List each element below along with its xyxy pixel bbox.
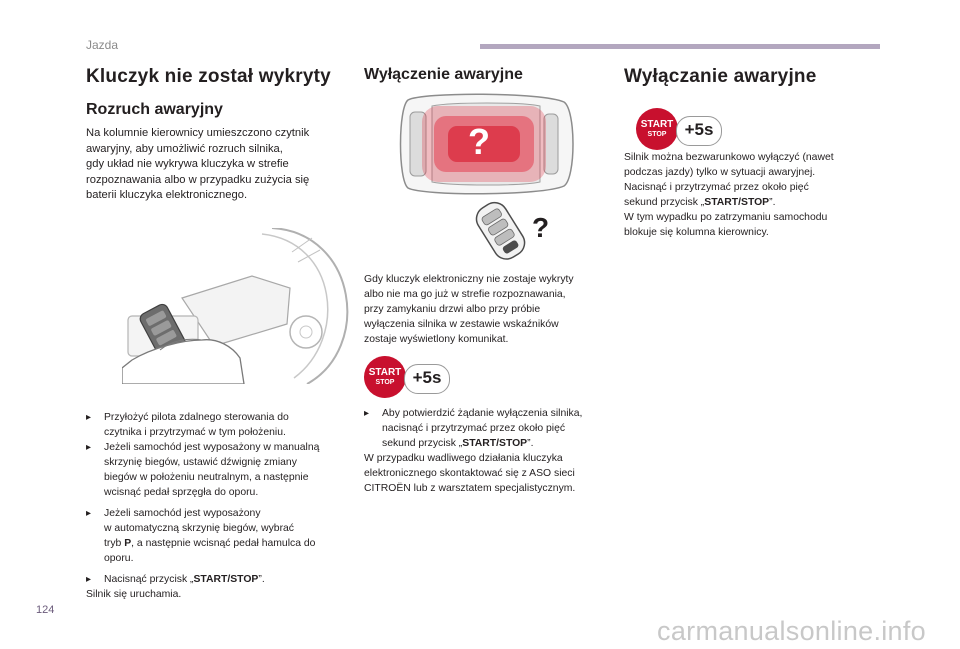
key-fob-illustration <box>470 198 552 262</box>
section-title-emergency-shutdown: Wyłączenie awaryjne <box>364 66 523 83</box>
section-title-forced-shutdown: Wyłączanie awaryjne <box>624 66 817 87</box>
page-title: Kluczyk nie został wykryty <box>86 66 331 87</box>
watermark: carmanualsonline.info <box>657 616 926 646</box>
list-item: ▸ Jeżeli samochód jest wyposażony w manualną skrzynię biegów, ustawić dźwignię zmiany biegów w położeniu neutralnym, a następnie wcisnąć pedał sprzęgła do oporu. <box>86 442 320 498</box>
hold-five-seconds-icon: +5s <box>404 364 450 394</box>
shutdown-steps <box>364 406 630 496</box>
header-accent-bar <box>480 44 880 49</box>
hold-five-seconds-icon: +5s <box>676 116 722 146</box>
question-mark-icon: ? <box>468 121 490 162</box>
list-item: ▸ Jeżeli samochód jest wyposażony w automatyczną skrzynię biegów, wybrać tryb P, a następnie wcisnąć pedał hamulca do oporu. <box>86 508 316 564</box>
list-item: ▸ Przyłożyć pilota zdalnego sterowania do czytnika i przytrzymać w tym położeniu. <box>86 412 289 438</box>
list-item: ▸ Nacisnąć przycisk „START/STOP”. <box>86 574 265 585</box>
start-stop-hold-icon <box>364 356 454 400</box>
intro-paragraph: Na kolumnie kierownicy umieszczono czytnik awaryjny, aby umożliwić rozruch silnika, gdy układ nie wykrywa kluczyka w strefie rozpoznawania albo w przypadku zużycia się baterii kluczyka elektronicznego. <box>86 127 310 202</box>
forced-shutdown-text: Silnik można bezwarunkowo wyłączyć (nawet podczas jazdy) tylko w sytuacji awaryjnej. Nacisnąć i przytrzymać przez około pięć sekund przycisk „START/STOP”. W tym wypadku po zatrzymaniu samochodu blokuje się kolumna kierownicy. <box>624 152 834 238</box>
list-item: ▸ Aby potwierdzić żądanie wyłączenia silnika, nacisnąć i przytrzymać przez około pięć sekund przycisk „START/STOP”. <box>364 408 583 449</box>
start-stop-hold-icon <box>636 108 726 152</box>
section-label: Jazda <box>86 38 119 52</box>
bullet-arrow-icon: ▸ <box>86 412 92 423</box>
subtitle-emergency-start: Rozruch awaryjny <box>86 101 223 118</box>
bullet-arrow-icon: ▸ <box>364 408 370 419</box>
start-stop-button-icon: START STOP <box>636 108 678 150</box>
bullet-arrow-icon: ▸ <box>86 508 92 519</box>
shutdown-description: Gdy kluczyk elektroniczny nie zostaje wykryty albo nie ma go już w strefie rozpoznawania, przy zamykaniu drzwi albo przy próbie wyłączenia silnika w zestawie wskaźników zostaje wyświetlony komunikat. <box>364 274 574 345</box>
page-number: 124 <box>36 604 55 616</box>
result-text: Silnik się uruchamia. <box>86 589 182 600</box>
steering-column-reader-illustration <box>122 228 354 384</box>
bullet-arrow-icon: ▸ <box>86 442 92 453</box>
bullet-arrow-icon: ▸ <box>86 574 92 585</box>
steps-list <box>86 410 358 602</box>
car-detection-zone-illustration <box>392 92 578 196</box>
malfunction-note: W przypadku wadliwego działania kluczyka elektronicznego skontaktować się z ASO sieci CITROËN lub z warsztatem specjalistycznym. <box>364 453 576 494</box>
question-mark-icon: ? <box>532 212 550 243</box>
start-stop-button-icon: START STOP <box>364 356 406 398</box>
